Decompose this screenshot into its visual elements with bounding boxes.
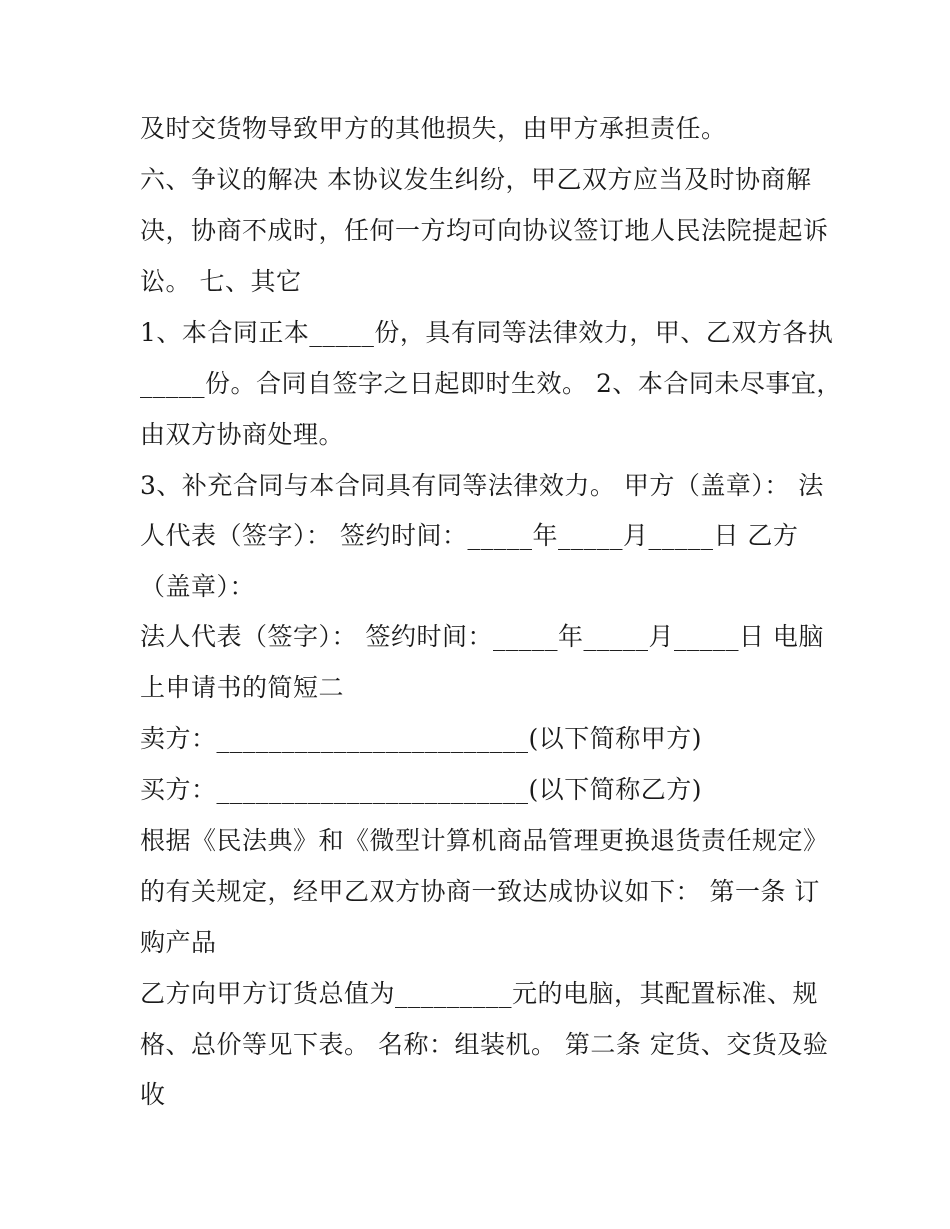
- text-line: 及时交货物导致甲方的其他损失，由甲方承担责任。: [140, 114, 727, 143]
- text-line: 根据《民法典》和《微型计算机商品管理更换退货责任规定》: [140, 826, 829, 855]
- text-line: 法人代表（签字）： 签约时间：_____年_____月_____日 电脑: [140, 622, 824, 651]
- text-line: 由双方协商处理。: [140, 420, 345, 449]
- text-line: 上申请书的简短二: [140, 673, 345, 702]
- text-line: 1、本合同正本_____份，具有同等法律效力，甲、乙双方各执: [140, 318, 834, 347]
- text-line: 六、争议的解决 本协议发生纠纷，甲乙双方应当及时协商解: [140, 165, 812, 194]
- text-line: 人代表（签字）： 签约时间：_____年_____月_____日 乙方: [140, 521, 799, 550]
- text-line: 收: [140, 1080, 166, 1109]
- text-line: （盖章）：: [140, 572, 256, 601]
- text-line: 的有关规定，经甲乙双方协商一致达成协议如下： 第一条 订: [140, 877, 820, 906]
- text-line: _____份。合同自签字之日起即时生效。 2、本合同未尽事宜，: [140, 369, 842, 398]
- text-line: 3、补充合同与本合同具有同等法律效力。 甲方（盖章）： 法: [140, 471, 824, 500]
- text-line: 决，协商不成时，任何一方均可向协议签订地人民法院提起诉: [140, 216, 829, 245]
- text-line: 买方：________________________(以下简称乙方): [140, 775, 703, 804]
- text-line: 卖方：________________________(以下简称甲方): [140, 724, 703, 753]
- text-line: 购产品: [140, 928, 217, 957]
- text-line: 乙方向甲方订货总值为_________元的电脑，其配置标准、规: [140, 979, 819, 1008]
- text-line: 讼。 七、其它: [140, 267, 302, 296]
- text-line: 格、总价等见下表。 名称：组装机。 第二条 定货、交货及验: [140, 1030, 829, 1059]
